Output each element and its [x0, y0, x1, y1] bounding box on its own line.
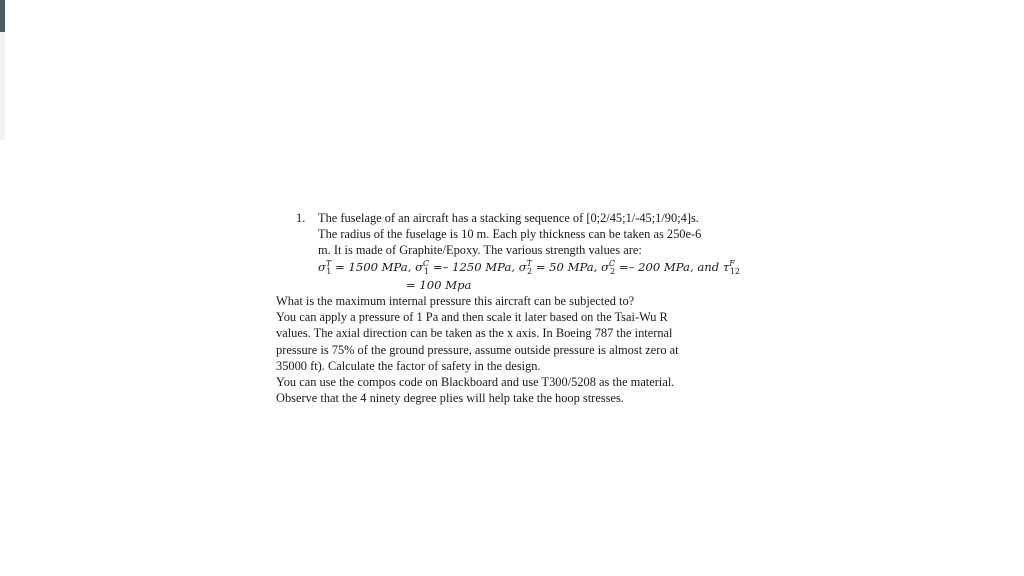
question-block: [276, 210, 776, 406]
sigma1c-sub: 1: [424, 266, 430, 276]
item-line-3: m. It is made of Graphite/Epoxy. The various strength values are:: [318, 243, 642, 258]
sigma2c-symbol: σ: [601, 259, 609, 274]
sigma1t-sub: 1: [326, 266, 332, 276]
sigma2c-sub: 2: [610, 266, 616, 276]
sigma1t-symbol: σ: [318, 259, 326, 274]
paragraph-line-1: What is the maximum internal pressure this aircraft can be subjected to?: [276, 294, 635, 309]
sigma1c-symbol: σ: [415, 259, 423, 274]
paragraph-line-5: 35000 ft). Calculate the factor of safety in the design.: [276, 358, 541, 373]
tau12-value: = 100 Mpa: [406, 277, 472, 292]
paragraph-line-3: values. The axial direction can be taken as the x axis. In Boeing 787 the internal: [276, 326, 673, 341]
sigma1c-value: =– 1250 MPa,: [432, 259, 516, 274]
item-line-1: The fuselage of an aircraft has a stacking sequence of [0;2/45;1/-45;1/90;4]s.: [318, 211, 699, 225]
strength-values-equation: [318, 259, 776, 277]
paragraph-line-6: You can use the compos code on Blackboard and use T300/5208 as the material.: [276, 375, 675, 390]
tau12-sup: F: [729, 258, 735, 268]
left-rail-accent: [0, 0, 5, 32]
sigma2c-value: =– 200 MPa,: [618, 259, 694, 274]
question-number: 1.: [296, 211, 306, 225]
item-line-2: The radius of the fuselage is 10 m. Each ply thickness can be taken as 250e-6: [318, 227, 702, 242]
question-item: [276, 210, 776, 293]
paragraph-line-7: Observe that the 4 ninety degree plies will help take the hoop stresses.: [276, 391, 624, 406]
sigma2t-sub: 2: [527, 266, 533, 276]
sigma2c-sup: C: [608, 258, 616, 268]
sigma2t-symbol: σ: [518, 259, 527, 274]
paragraph-line-2: You can apply a pressure of 1 Pa and then scale it later based on the Tsai-Wu R: [276, 310, 668, 325]
sigma2t-value: = 50 MPa,: [535, 259, 598, 274]
tau12-sub: 12: [729, 266, 741, 276]
sigma1t-value: = 1500 MPa,: [335, 259, 412, 274]
question-item-body: [318, 210, 776, 293]
sigma1t-sup: T: [325, 258, 332, 268]
tau12-symbol: τ: [722, 259, 730, 274]
sigma1c-sup: C: [423, 258, 430, 268]
paragraph-line-4: pressure is 75% of the ground pressure, assume outside pressure is almost zero at: [276, 342, 679, 357]
left-rail: [0, 0, 5, 140]
and-word: and: [697, 259, 720, 274]
sigma2t-sup: T: [526, 258, 532, 268]
